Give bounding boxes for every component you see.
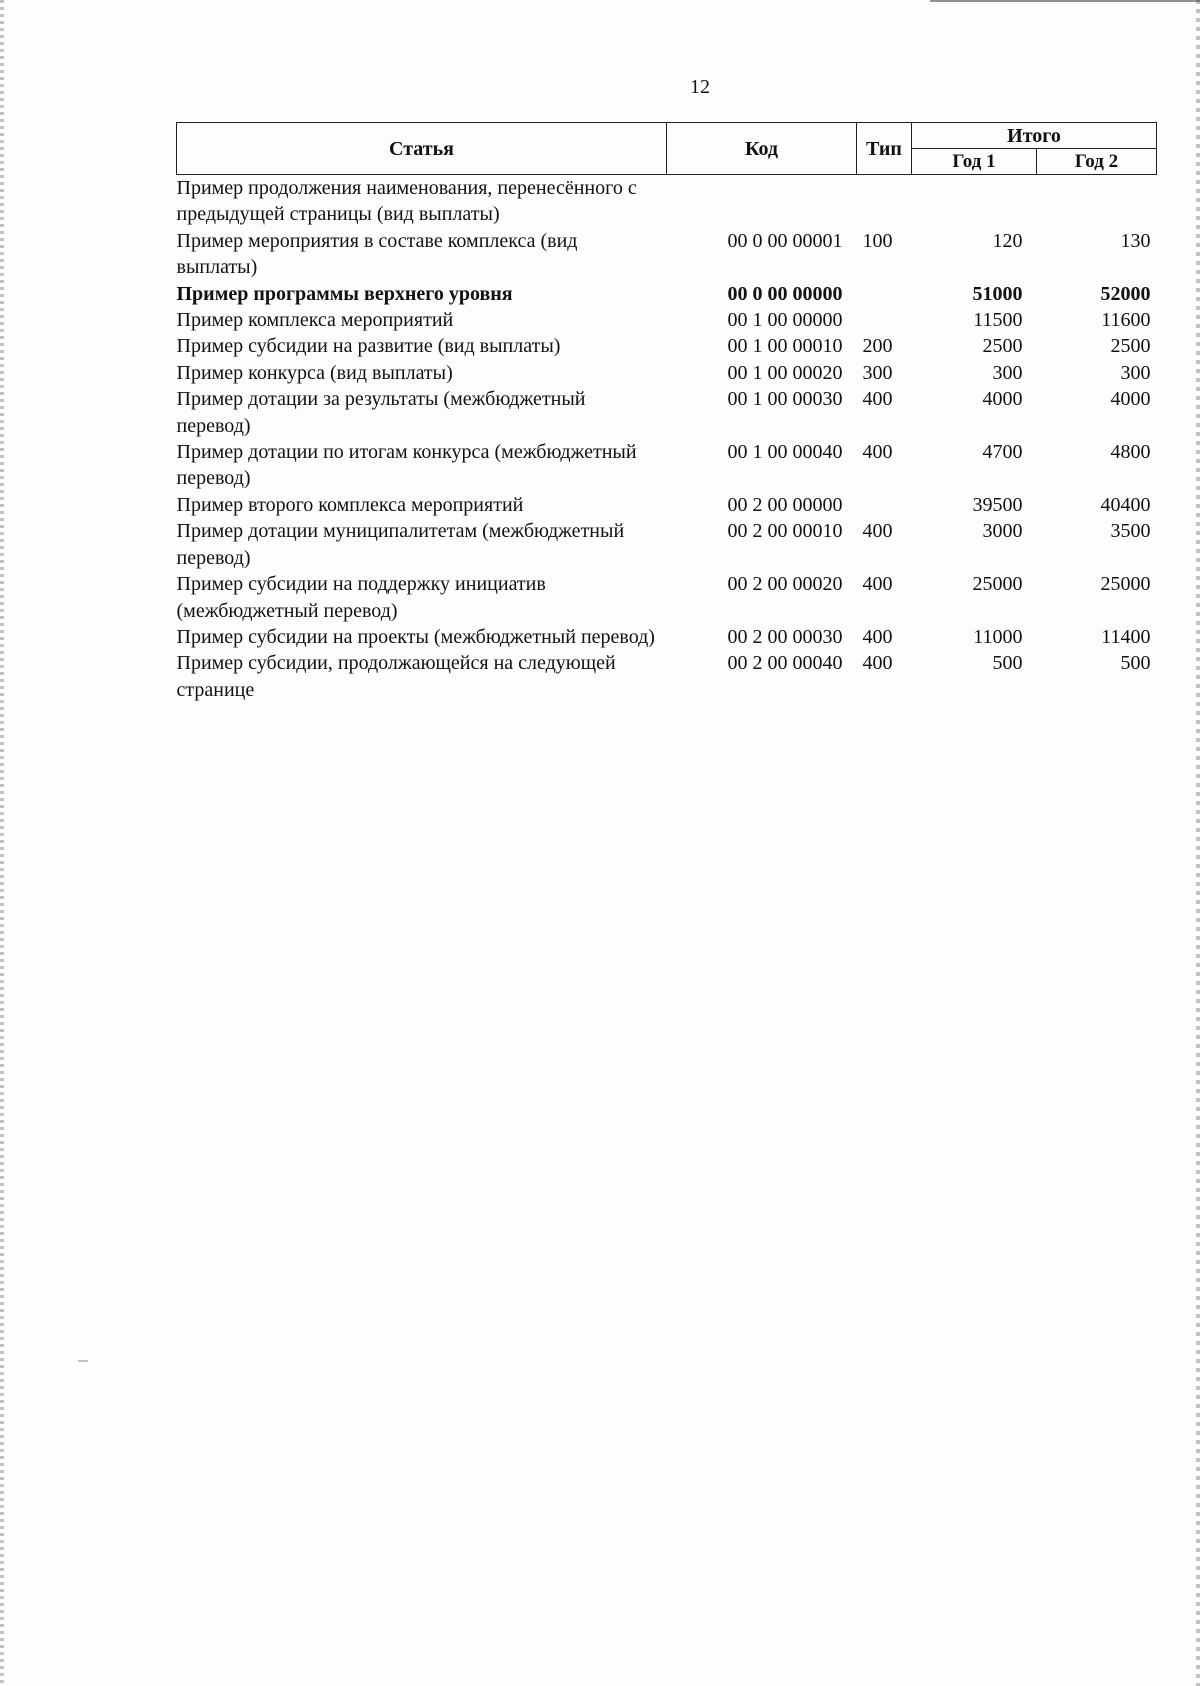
header-type: Тип bbox=[857, 123, 912, 175]
row-type: 400 bbox=[862, 441, 893, 464]
row-sum-year2: 130 bbox=[1120, 229, 1151, 252]
row-name: Пример комплекса мероприятий bbox=[176, 309, 454, 332]
row-sum-year1: 11500 bbox=[973, 309, 1023, 332]
table-row bbox=[177, 518, 1157, 571]
row-name: Пример программы верхнего уровня bbox=[176, 282, 513, 305]
table-row bbox=[177, 439, 1157, 492]
row-type: 400 bbox=[862, 652, 893, 675]
row-type bbox=[857, 175, 912, 228]
row-code: 00 1 00 00010 bbox=[727, 335, 843, 358]
row-name: Пример мероприятия в составе комплекса (вид выплаты) bbox=[176, 229, 578, 279]
row-sum-year2: 300 bbox=[1120, 361, 1151, 384]
table-row bbox=[177, 333, 1157, 359]
row-sum-year2: 52000 bbox=[1100, 282, 1151, 305]
table-row bbox=[177, 281, 1157, 307]
row-code: 00 1 00 00020 bbox=[727, 361, 843, 384]
row-type: 300 bbox=[862, 361, 893, 384]
row-type bbox=[857, 492, 912, 518]
row-type: 400 bbox=[862, 520, 893, 543]
table-row bbox=[177, 360, 1157, 386]
scan-edge-left bbox=[0, 0, 4, 1686]
row-name: Пример дотации по итогам конкурса (межбюджетный перевод) bbox=[176, 441, 637, 490]
row-sum-year1: 51000 bbox=[972, 282, 1023, 305]
row-code: 00 2 00 00040 bbox=[727, 652, 843, 675]
row-sum-year2: 11600 bbox=[1101, 309, 1151, 332]
row-sum-year1: 120 bbox=[992, 229, 1023, 252]
row-code: 00 1 00 00000 bbox=[727, 309, 843, 332]
table-row bbox=[177, 624, 1157, 650]
row-type: 400 bbox=[862, 388, 893, 411]
row-name: Пример субсидии на поддержку инициатив (межбюджетный перевод) bbox=[176, 573, 546, 622]
budget-table bbox=[176, 122, 1157, 703]
row-sum-year1: 4700 bbox=[982, 441, 1023, 464]
row-type: 400 bbox=[862, 573, 893, 596]
row-sum-year2: 25000 bbox=[1100, 573, 1151, 596]
row-name: Пример продолжения наименования, перенесённого с предыдущей страницы (вид выплаты) bbox=[176, 177, 637, 226]
row-name: Пример конкурса (вид выплаты) bbox=[176, 361, 453, 384]
table-row bbox=[177, 492, 1157, 518]
row-sum-year1: 25000 bbox=[972, 573, 1023, 596]
row-code: 00 2 00 00010 bbox=[727, 520, 843, 543]
row-sum-year1: 2500 bbox=[982, 335, 1023, 358]
row-sum-year2: 40400 bbox=[1100, 493, 1151, 516]
row-sum-year1: 4000 bbox=[982, 388, 1023, 411]
page-number: 12 bbox=[690, 76, 710, 98]
row-sum-year2: 2500 bbox=[1110, 335, 1151, 358]
table-row bbox=[177, 386, 1157, 439]
scan-edge-right bbox=[1196, 0, 1200, 1686]
row-sum-year2 bbox=[1037, 175, 1157, 228]
row-code: 00 0 00 00000 bbox=[727, 282, 843, 305]
row-type: 100 bbox=[862, 229, 893, 252]
header-name: Статья bbox=[177, 123, 667, 175]
row-type bbox=[857, 307, 912, 333]
header-year1: Год 1 bbox=[912, 149, 1037, 175]
row-sum-year2: 4000 bbox=[1110, 388, 1151, 411]
row-code bbox=[667, 175, 857, 228]
header-sum: Итого bbox=[912, 123, 1157, 149]
table-row bbox=[177, 650, 1157, 703]
row-type: 400 bbox=[862, 625, 893, 648]
table-row bbox=[177, 175, 1157, 228]
header-year2: Год 2 bbox=[1037, 149, 1157, 175]
table-header bbox=[177, 123, 1157, 175]
scan-edge-top bbox=[930, 0, 1200, 2]
row-code: 00 0 00 00001 bbox=[727, 229, 843, 252]
table-row bbox=[177, 228, 1157, 281]
row-type bbox=[857, 281, 912, 307]
table-row bbox=[177, 571, 1157, 624]
row-name: Пример дотации за результаты (межбюджетный перевод) bbox=[176, 388, 586, 437]
row-code: 00 2 00 00000 bbox=[727, 493, 843, 516]
table-body bbox=[177, 175, 1157, 704]
row-name: Пример второго комплекса мероприятий bbox=[176, 493, 524, 516]
row-sum-year2: 3500 bbox=[1110, 520, 1151, 543]
row-code: 00 2 00 00020 bbox=[727, 573, 843, 596]
row-sum-year1: 500 bbox=[992, 652, 1023, 675]
row-sum-year1: 11000 bbox=[973, 625, 1023, 648]
row-type: 200 bbox=[862, 335, 893, 358]
row-name: Пример дотации муниципалитетам (межбюджетный перевод) bbox=[176, 520, 625, 569]
row-sum-year2: 11400 bbox=[1101, 625, 1151, 648]
table-row bbox=[177, 307, 1157, 333]
row-name: Пример субсидии на проекты (межбюджетный перевод) bbox=[176, 625, 655, 648]
row-sum-year1: 39500 bbox=[972, 493, 1023, 516]
row-sum-year1: 300 bbox=[992, 361, 1023, 384]
row-sum-year2: 4800 bbox=[1110, 441, 1151, 464]
header-code: Код bbox=[667, 123, 857, 175]
row-sum-year1: 3000 bbox=[982, 520, 1023, 543]
row-code: 00 2 00 00030 bbox=[727, 625, 843, 648]
row-code: 00 1 00 00030 bbox=[727, 388, 843, 411]
row-sum-year1 bbox=[912, 175, 1037, 228]
row-name: Пример субсидии на развитие (вид выплаты) bbox=[176, 335, 561, 358]
row-name: Пример субсидии, продолжающейся на следующей странице bbox=[176, 652, 616, 701]
scan-speck bbox=[78, 1360, 88, 1362]
row-code: 00 1 00 00040 bbox=[727, 441, 843, 464]
row-sum-year2: 500 bbox=[1120, 652, 1151, 675]
